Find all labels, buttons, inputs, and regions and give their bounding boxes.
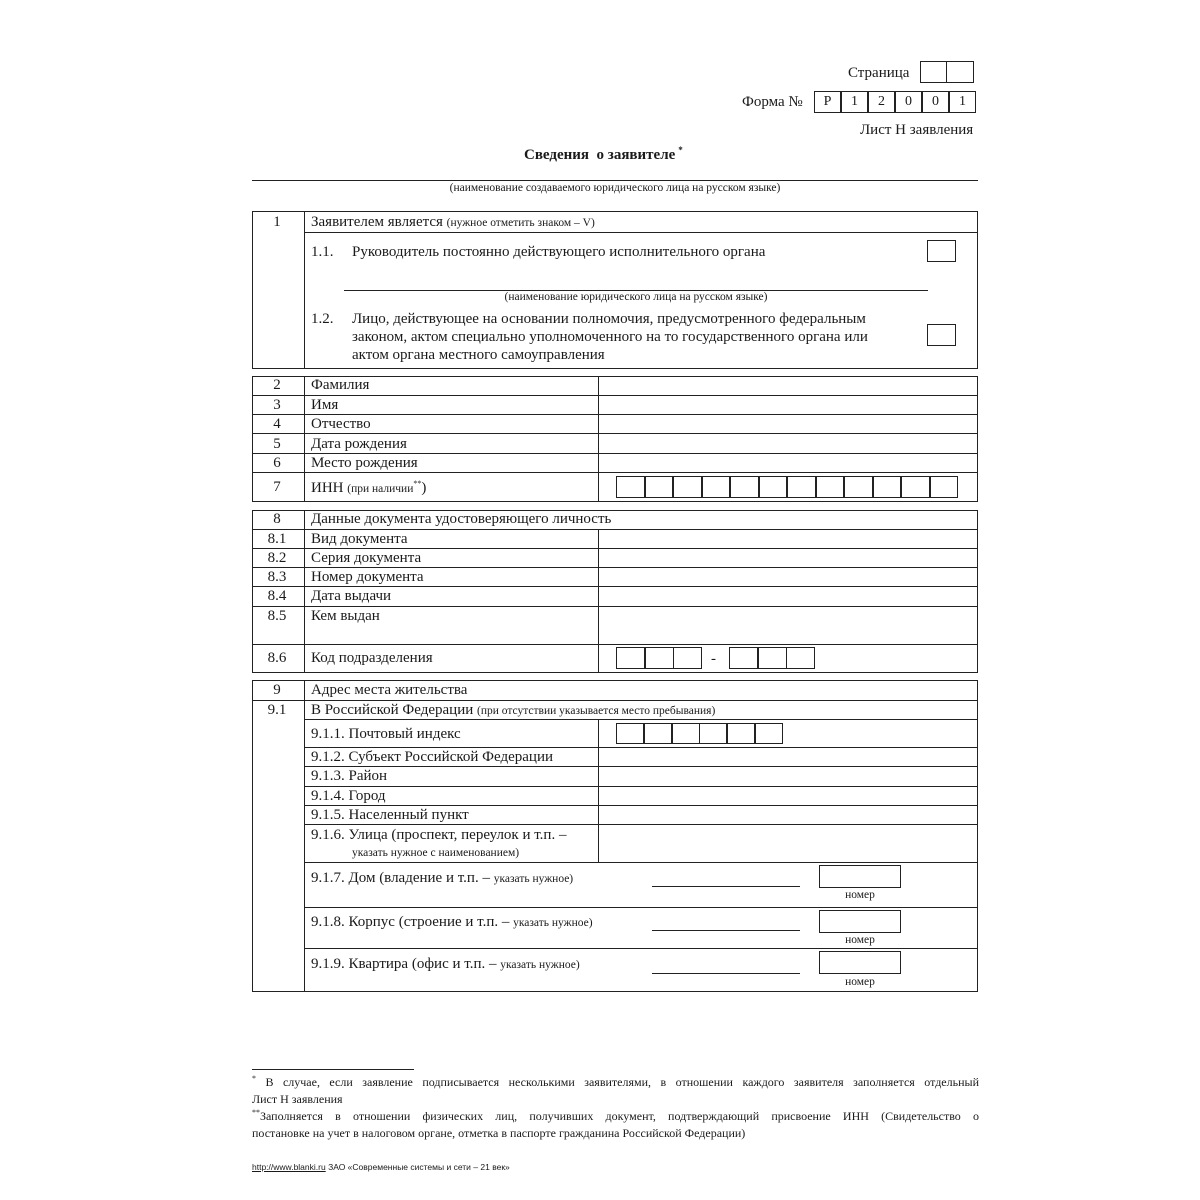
district-label: 9.1.3. Район bbox=[311, 768, 388, 784]
inn-digit-box[interactable] bbox=[873, 476, 902, 498]
document-value-divider bbox=[598, 529, 599, 672]
code-digit-box[interactable] bbox=[786, 647, 815, 669]
subdivision-code-label: Код подразделения bbox=[311, 650, 433, 666]
building-number-box[interactable] bbox=[819, 910, 901, 933]
issued-by-label: Кем выдан bbox=[311, 608, 380, 624]
code-dash: - bbox=[711, 651, 716, 667]
page-number-box[interactable] bbox=[920, 61, 974, 83]
row-number: 5 bbox=[273, 436, 281, 452]
postal-code-label: 9.1.1. Почтовый индекс bbox=[311, 726, 461, 742]
item-1-1-checkbox[interactable] bbox=[927, 240, 956, 262]
row-line bbox=[304, 948, 977, 949]
doc-series-label: Серия документа bbox=[311, 550, 422, 566]
code-digit-box[interactable] bbox=[616, 647, 645, 669]
item-1-2-line: актом органа местного самоуправления bbox=[352, 347, 605, 363]
street-note: указать нужное с наименованием) bbox=[352, 847, 520, 859]
postal-digit-box[interactable] bbox=[727, 723, 755, 744]
inn-digit-box[interactable] bbox=[616, 476, 645, 498]
site-link[interactable]: http://www.blanki.ru bbox=[252, 1162, 326, 1172]
issue-date-label: Дата выдачи bbox=[311, 588, 392, 604]
row-number: 2 bbox=[273, 377, 281, 393]
row-line bbox=[253, 700, 977, 701]
postal-digit-box[interactable] bbox=[616, 723, 644, 744]
inn-label: ИНН (при наличии**) bbox=[311, 479, 427, 496]
district-field[interactable] bbox=[600, 767, 976, 786]
code-digit-box[interactable] bbox=[645, 647, 674, 669]
patronymic-label: Отчество bbox=[311, 416, 371, 432]
issue-date-field[interactable] bbox=[600, 587, 976, 606]
form-label: Форма № bbox=[742, 94, 803, 110]
first-name-label: Имя bbox=[311, 397, 339, 413]
row-number: 8.3 bbox=[267, 569, 287, 585]
inn-digit-box[interactable] bbox=[673, 476, 702, 498]
inn-digit-box[interactable] bbox=[901, 476, 930, 498]
apartment-number-box[interactable] bbox=[819, 951, 901, 974]
item-1-1-number: 1.1. bbox=[311, 244, 334, 260]
street-label: 9.1.6. Улица (проспект, переулок и т.п. – bbox=[311, 827, 567, 843]
row-number: 8.2 bbox=[267, 550, 287, 566]
inn-digit-box[interactable] bbox=[787, 476, 816, 498]
company-name: ЗАО «Современные системы и сети – 21 век» bbox=[328, 1162, 510, 1172]
page-title: Сведения о заявителе * bbox=[524, 145, 683, 163]
settlement-label: 9.1.5. Населенный пункт bbox=[311, 807, 469, 823]
footnote-2-line-2: постановке на учет в налоговом органе, отметка в паспорте гражданина Российской Федерации) bbox=[252, 1126, 746, 1140]
doc-number-field[interactable] bbox=[600, 568, 976, 586]
row-number: 8.6 bbox=[267, 650, 287, 666]
form-code-cell: 1 bbox=[949, 91, 976, 113]
row-line bbox=[253, 472, 977, 473]
address-num-divider bbox=[304, 681, 305, 991]
row-line bbox=[304, 719, 977, 720]
house-number-caption: номер bbox=[845, 889, 875, 901]
page-label: Страница bbox=[848, 65, 910, 81]
org-name-caption: (наименование создаваемого юридического лица на русском языке) bbox=[449, 182, 781, 194]
house-number-box[interactable] bbox=[819, 865, 901, 888]
first-name-field[interactable] bbox=[600, 396, 976, 414]
item-1-2-line: Лицо, действующее на основании полномочия, предусмотренного федеральным bbox=[352, 311, 866, 327]
inn-digit-box[interactable] bbox=[844, 476, 873, 498]
row-number: 8.4 bbox=[267, 588, 287, 604]
document-num-divider bbox=[304, 511, 305, 672]
item-1-2-checkbox[interactable] bbox=[927, 324, 956, 346]
legal-entity-name-caption: (наименование юридического лица на русском языке) bbox=[504, 291, 768, 303]
surname-label: Фамилия bbox=[311, 377, 370, 393]
apartment-label: 9.1.9. Квартира (офис и т.п. – указать нужное) bbox=[311, 956, 580, 972]
inn-digit-box[interactable] bbox=[645, 476, 674, 498]
row-line bbox=[304, 907, 977, 908]
row-number: 6 bbox=[273, 455, 281, 471]
row-number: 3 bbox=[273, 397, 281, 413]
form-code-cell: Р bbox=[814, 91, 841, 113]
page-box-divider bbox=[946, 62, 947, 82]
footnote-separator bbox=[252, 1069, 414, 1070]
code-digit-box[interactable] bbox=[729, 647, 758, 669]
section-1-header-line bbox=[304, 232, 977, 233]
row-number: 9 bbox=[273, 682, 281, 698]
section-1-number: 1 bbox=[273, 214, 281, 230]
apartment-number-caption: номер bbox=[845, 976, 875, 988]
inn-digit-box[interactable] bbox=[702, 476, 731, 498]
document-title: Данные документа удостоверяющего личность bbox=[311, 511, 612, 527]
settlement-field[interactable] bbox=[600, 806, 976, 824]
doc-type-label: Вид документа bbox=[311, 531, 408, 547]
section-1-divider bbox=[304, 212, 305, 368]
street-field[interactable] bbox=[600, 825, 976, 862]
region-label: 9.1.2. Субъект Российской Федерации bbox=[311, 749, 554, 765]
row-number: 8.5 bbox=[267, 608, 287, 624]
form-code-cell: 0 bbox=[895, 91, 922, 113]
patronymic-field[interactable] bbox=[600, 415, 976, 433]
building-number-caption: номер bbox=[845, 934, 875, 946]
page-footer bbox=[252, 1162, 510, 1172]
birth-date-label: Дата рождения bbox=[311, 436, 407, 452]
doc-type-field[interactable] bbox=[600, 530, 976, 548]
row-number: 8.1 bbox=[267, 531, 287, 547]
row-line bbox=[253, 644, 977, 645]
code-digit-box[interactable] bbox=[758, 647, 787, 669]
footnote-2-line-1: **Заполняется в отношении физических лиц, получивших документ, подтверждающий присвоение ИНН (Свидетельство о bbox=[252, 1108, 979, 1123]
postal-digit-box[interactable] bbox=[755, 723, 783, 744]
inn-digit-box[interactable] bbox=[930, 476, 959, 498]
item-1-2-line: законом, актом специально уполномоченного на то государственного органа или bbox=[352, 329, 868, 345]
row-line bbox=[304, 862, 977, 863]
house-type-line[interactable] bbox=[652, 886, 800, 887]
birth-place-label: Место рождения bbox=[311, 455, 418, 471]
row-number: 8 bbox=[273, 511, 281, 527]
footnote-1-line-2: Лист Н заявления bbox=[252, 1092, 343, 1106]
org-name-line[interactable] bbox=[252, 180, 978, 181]
code-digit-box[interactable] bbox=[673, 647, 702, 669]
form-code-cell: 2 bbox=[868, 91, 895, 113]
address-title: Адрес места жительства bbox=[311, 682, 468, 698]
postal-digit-box[interactable] bbox=[699, 723, 727, 744]
form-code-cell: 0 bbox=[922, 91, 949, 113]
birth-place-field[interactable] bbox=[600, 454, 976, 472]
row-number: 4 bbox=[273, 416, 281, 432]
footnote-1-line-1: * В случае, если заявление подписывается несколькими заявителями, в отношении каждого заявителя заполняется отдельный bbox=[252, 1074, 979, 1089]
row-number: 7 bbox=[273, 479, 281, 495]
doc-series-field[interactable] bbox=[600, 549, 976, 567]
postal-digit-box[interactable] bbox=[672, 723, 700, 744]
building-type-line[interactable] bbox=[652, 930, 800, 931]
house-label: 9.1.7. Дом (владение и т.п. – указать нужное) bbox=[311, 870, 574, 886]
item-1-2-number: 1.2. bbox=[311, 311, 334, 327]
section-1-label: Заявителем является (нужное отметить знаком – V) bbox=[311, 214, 595, 230]
inn-digit-box[interactable] bbox=[730, 476, 759, 498]
surname-field[interactable] bbox=[600, 377, 976, 395]
form-code-cell: 1 bbox=[841, 91, 868, 113]
apartment-type-line[interactable] bbox=[652, 973, 800, 974]
doc-number-label: Номер документа bbox=[311, 569, 424, 585]
building-label: 9.1.8. Корпус (строение и т.п. – указать нужное) bbox=[311, 914, 593, 930]
region-field[interactable] bbox=[600, 748, 976, 766]
row-number: 9.1 bbox=[267, 702, 287, 718]
address-value-divider bbox=[598, 720, 599, 862]
item-1-1-text: Руководитель постоянно действующего исполнительного органа bbox=[352, 244, 766, 260]
city-field[interactable] bbox=[600, 787, 976, 805]
issued-by-field[interactable] bbox=[600, 607, 976, 644]
rf-address-label: В Российской Федерации (при отсутствии указывается место пребывания) bbox=[311, 702, 716, 718]
city-label: 9.1.4. Город bbox=[311, 788, 386, 804]
postal-digit-box[interactable] bbox=[644, 723, 672, 744]
inn-digit-box[interactable] bbox=[759, 476, 788, 498]
birth-date-field[interactable] bbox=[600, 434, 976, 453]
inn-digit-box[interactable] bbox=[816, 476, 845, 498]
sheet-label: Лист Н заявления bbox=[860, 122, 974, 138]
